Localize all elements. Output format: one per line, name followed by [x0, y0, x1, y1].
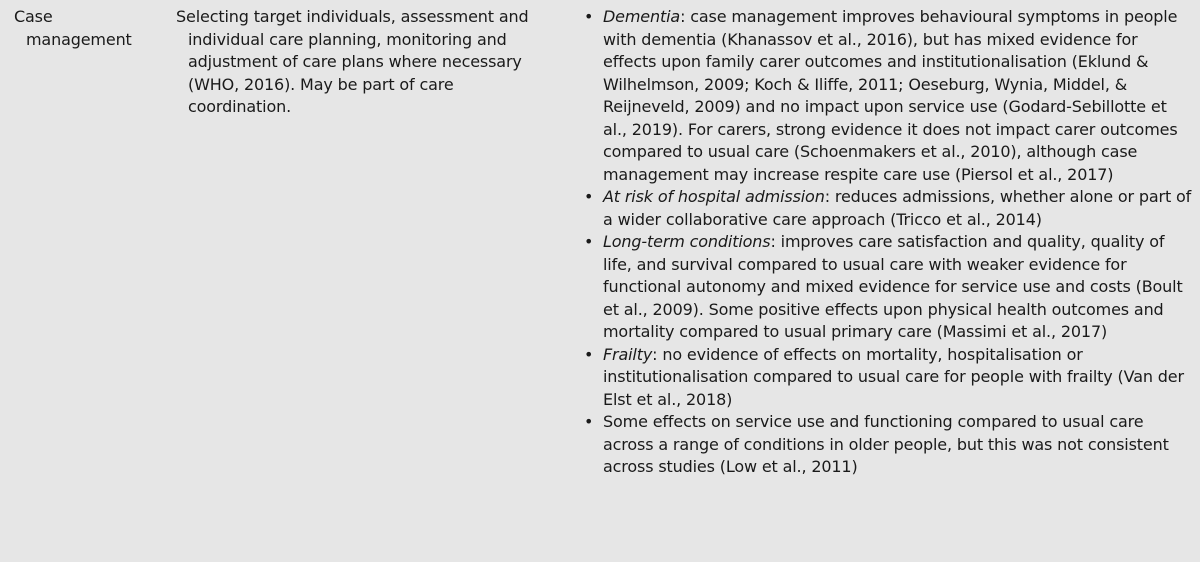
- evidence-cell: [582, 6, 1194, 479]
- evidence-item: [582, 411, 1194, 479]
- evidence-condition: Dementia: [603, 7, 681, 26]
- evidence-separator: :: [680, 7, 691, 26]
- evidence-condition: Frailty: [603, 344, 653, 364]
- term-line-2: management: [26, 29, 132, 49]
- evidence-text: Some effects on service use and functioning compared to usual care across a range of conditions in older people, but this was not consistent across studies (Low et al., 2011): [603, 412, 1169, 476]
- bullet-icon: •: [584, 232, 594, 251]
- evidence-item: [582, 344, 1194, 412]
- evidence-list: [582, 6, 1194, 479]
- evidence-text: case management improves behavioural symptoms in people with dementia (Khanassov et al., 2016), but has mixed evidence for effects upon family carer outcomes and institutionalisation (Eklund & Wilhelmson, 2009; Koch & Iliffe, 2011; Oeseburg, Wynia, Middel, & Reijneveld, 2009) and no impact upon service use (Godard-Sebillotte et al., 2019). For carers, strong evidence it does not impact carer outcomes compared to usual care (Schoenmakers et al., 2010), although case management may increase respite care use (Piersol et al., 2017): [603, 7, 1178, 184]
- evidence-condition: At risk of hospital admission: [603, 187, 825, 206]
- bullet-icon: •: [584, 344, 594, 364]
- evidence-text: reduces admissions, whether alone or part of a wider collaborative care approach (Tricco et al., 2014): [603, 187, 1192, 229]
- evidence-separator: :: [824, 187, 835, 206]
- evidence-item: [582, 186, 1194, 231]
- evidence-separator: :: [770, 232, 781, 251]
- term-line-1: Case: [14, 7, 53, 26]
- bullet-icon: •: [584, 412, 594, 431]
- evidence-separator: :: [652, 344, 663, 364]
- intervention-description: Selecting target individuals, assessment and individual care planning, monitoring and adjustment of care plans where necessary (WHO, 2016). May be part of care coordination.: [176, 7, 529, 116]
- evidence-item: [582, 6, 1194, 186]
- evidence-item: [582, 231, 1194, 344]
- evidence-text: improves care satisfaction and quality, quality of life, and survival compared to usual care with weaker evidence for functional autonomy and mixed evidence for service use and costs (Boult et al., 2009). Some positive effects upon physical health outcomes and mortality compared to usual primary care (Massimi et al., 2017): [603, 232, 1183, 341]
- evidence-text: no evidence of effects on mortality, hospitalisation or institutionalisation compared to usual care for people with frailty (Van der Elst et al., 2018): [603, 344, 1184, 409]
- bullet-icon: •: [584, 187, 594, 206]
- bullet-icon: •: [584, 7, 594, 26]
- evidence-condition: Long-term conditions: [603, 232, 771, 251]
- intervention-term: [14, 6, 164, 51]
